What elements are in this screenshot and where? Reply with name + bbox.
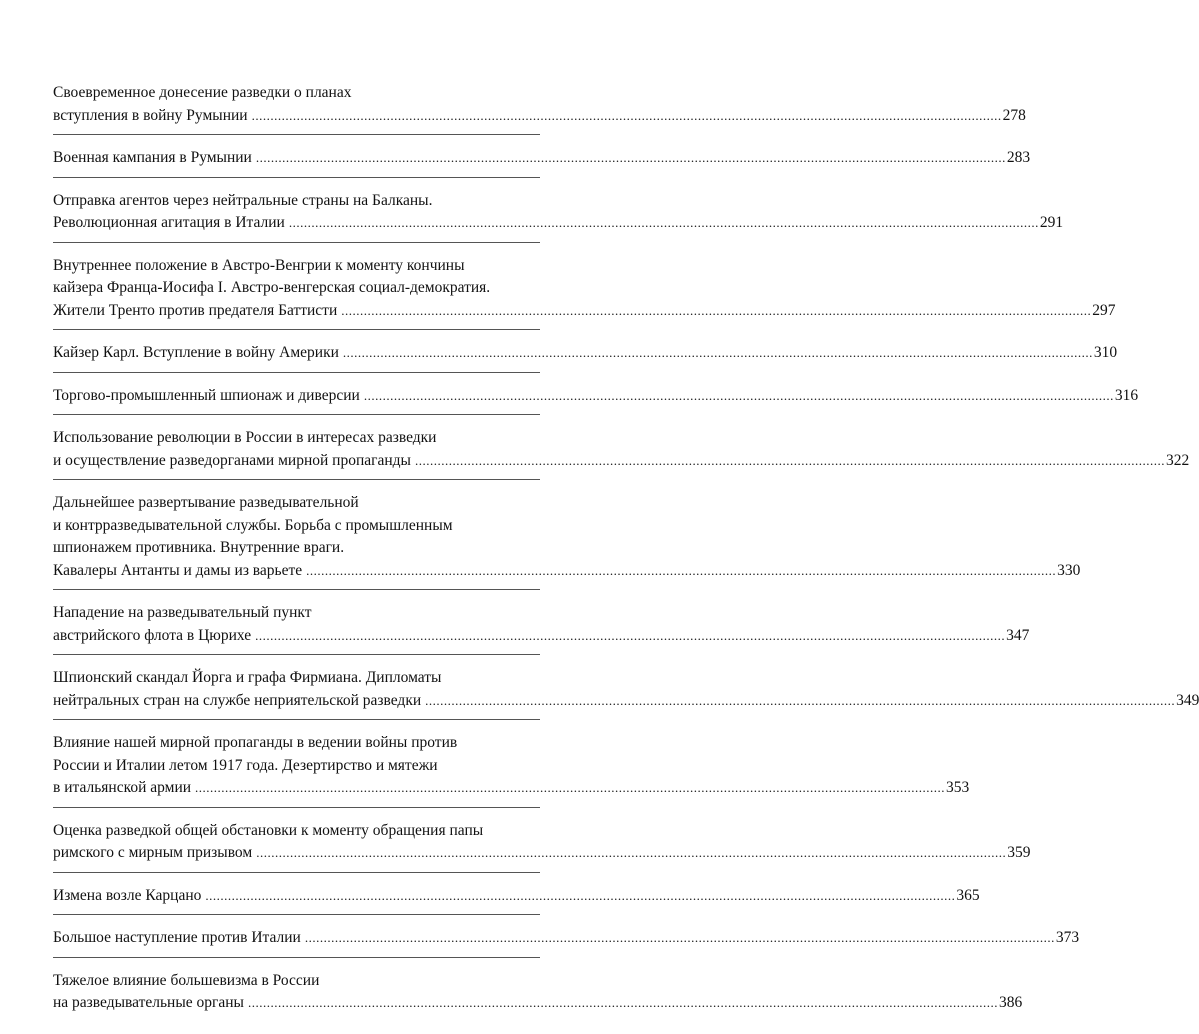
toc-entry[interactable] xyxy=(53,255,1116,331)
toc-entry-title: Торгово-промышленный шпионаж и диверсии xyxy=(53,386,360,404)
toc-entry[interactable] xyxy=(53,927,1080,958)
toc-entry-title: Большое наступление против Италии xyxy=(53,929,301,946)
leader-dots: ........................................................................................................................................................................................................ xyxy=(306,562,1057,578)
toc-entry-line: Внутреннее положение в Австро-Венгрии к моменту кончины xyxy=(53,256,465,274)
toc-entry-last-line xyxy=(53,690,1199,713)
toc-entry-last-line xyxy=(53,147,1031,170)
toc-page-number: 283 xyxy=(1006,149,1031,166)
toc-entry[interactable] xyxy=(53,667,1199,720)
leader-dots: ........................................................................................................................................................................................................ xyxy=(341,302,1092,318)
toc-entry-line: Влияние нашей мирной пропаганды в ведении войны против xyxy=(53,734,458,751)
leader-dots: ........................................................................................................................................................................................................ xyxy=(425,692,1176,708)
leader-dots: ........................................................................................................................................................................................................ xyxy=(255,150,1006,165)
leader-dots: ........................................................................................................................................................................................................ xyxy=(247,995,998,1010)
leader-dots: ........................................................................................................................................................................................................ xyxy=(288,215,1039,230)
toc-page-number: 347 xyxy=(1006,626,1030,644)
toc-page-number: 386 xyxy=(998,994,1023,1011)
toc-entry-last-line xyxy=(53,992,1023,1015)
toc-entry-title: австрийского флота в Цюрихе xyxy=(53,626,252,644)
toc-entry-last-line xyxy=(53,300,1116,323)
toc-entry-last-line xyxy=(53,212,1064,235)
toc-entry-title: Измена возле Карцано xyxy=(53,886,202,904)
toc-entry[interactable] xyxy=(53,820,1031,873)
toc-entry-line: Своевременное донесение разведки о планах xyxy=(53,84,352,101)
toc-entry-line: Отправка агентов через нейтральные страны на Балканы. xyxy=(53,191,433,209)
toc-page-number: 365 xyxy=(956,886,980,904)
toc-entry[interactable] xyxy=(53,385,1139,416)
toc-entry[interactable] xyxy=(53,602,1030,655)
toc-entry-last-line xyxy=(53,625,1030,648)
toc-entry[interactable] xyxy=(53,82,1026,135)
toc-entry-title: Кавалеры Антанты и дамы из варьете xyxy=(53,561,303,579)
toc-entry-title: Кайзер Карл. Вступление в войну Америки xyxy=(53,344,339,361)
toc-page-number: 373 xyxy=(1055,929,1080,946)
toc-entry[interactable] xyxy=(53,342,1118,373)
toc-entry-title: римского с мирным призывом xyxy=(53,844,253,861)
toc-entry-line: кайзера Франца-Иосифа I. Австро-венгерская социал-демократия. xyxy=(53,279,491,296)
toc-page-number: 353 xyxy=(946,779,970,796)
toc-entry-line: шпионажем противника. Внутренние враги. xyxy=(53,539,345,556)
leader-dots: ........................................................................................................................................................................................................ xyxy=(363,387,1114,403)
toc-page-number: 310 xyxy=(1093,344,1118,361)
toc-page-number: 297 xyxy=(1092,301,1116,319)
toc-entry-last-line xyxy=(53,885,980,908)
toc-entry-last-line xyxy=(53,560,1081,583)
leader-dots: ........................................................................................................................................................................................................ xyxy=(251,107,1002,123)
toc-entry-title: на разведывательные органы xyxy=(53,994,244,1011)
toc-entry-last-line xyxy=(53,105,1026,128)
toc-entry-title: Революционная агитация в Италии xyxy=(53,214,285,231)
toc-entry-last-line xyxy=(53,842,1031,865)
toc-entry-last-line xyxy=(53,385,1139,408)
toc-entry-title: нейтральных стран на службе неприятельской разведки xyxy=(53,691,422,709)
toc-page-number: 330 xyxy=(1057,561,1081,579)
toc-entry[interactable] xyxy=(53,427,1190,480)
toc-entry[interactable] xyxy=(53,732,970,808)
toc-entry-line: Оценка разведкой общей обстановки к моменту обращения папы xyxy=(53,821,484,839)
toc-entry[interactable] xyxy=(53,970,1023,1022)
toc-entry-last-line xyxy=(53,777,970,800)
toc-entry-last-line xyxy=(53,342,1118,365)
toc-entry-line: Тяжелое влияние большевизма в России xyxy=(53,971,320,989)
toc-entry-title: и осуществление разведорганами мирной пропаганды xyxy=(53,451,411,469)
toc-entry-line: Дальнейшее развертывание разведывательной xyxy=(53,494,359,511)
toc-entry-title: в итальянской армии xyxy=(53,779,192,796)
toc-entry[interactable] xyxy=(53,885,980,916)
toc-entry-title: вступления в войну Румынии xyxy=(53,106,248,124)
toc-entry-title: Военная кампания в Румынии xyxy=(53,149,252,166)
toc-page-number: 349 xyxy=(1176,691,1199,709)
toc-entry-line: Шпионский скандал Йорга и графа Фирмиана. Дипломаты xyxy=(53,669,442,686)
toc-entry-line: и контрразведывательной службы. Борьба с промышленным xyxy=(53,516,453,534)
toc-entry-line: Нападение на разведывательный пункт xyxy=(53,604,312,621)
leader-dots: ........................................................................................................................................................................................................ xyxy=(195,780,946,795)
toc-entry[interactable] xyxy=(53,147,1031,178)
toc-entry[interactable] xyxy=(53,492,1081,590)
toc-entry-line: Использование революции в России в интересах разведки xyxy=(53,429,437,446)
toc-entry-line: России и Италии летом 1917 года. Дезертирство и мятежи xyxy=(53,756,438,774)
leader-dots: ........................................................................................................................................................................................................ xyxy=(342,345,1093,360)
toc-entry-last-line xyxy=(53,927,1080,950)
toc-entry-title: Жители Тренто против предателя Баттисти xyxy=(53,301,338,319)
leader-dots: ........................................................................................................................................................................................................ xyxy=(205,887,956,903)
toc-page-number: 359 xyxy=(1007,844,1031,861)
toc-page-number: 316 xyxy=(1114,386,1139,404)
toc-entry[interactable] xyxy=(53,190,1064,243)
toc-page-number: 291 xyxy=(1039,214,1064,231)
leader-dots: ........................................................................................................................................................................................................ xyxy=(304,930,1055,945)
leader-dots: ........................................................................................................................................................................................................ xyxy=(414,452,1165,468)
leader-dots: ........................................................................................................................................................................................................ xyxy=(256,845,1007,860)
leader-dots: ........................................................................................................................................................................................................ xyxy=(255,627,1006,643)
table-of-contents xyxy=(53,82,1199,1034)
toc-entry-last-line xyxy=(53,450,1190,473)
toc-page-number: 322 xyxy=(1165,451,1190,469)
toc-page-number: 278 xyxy=(1002,106,1026,124)
